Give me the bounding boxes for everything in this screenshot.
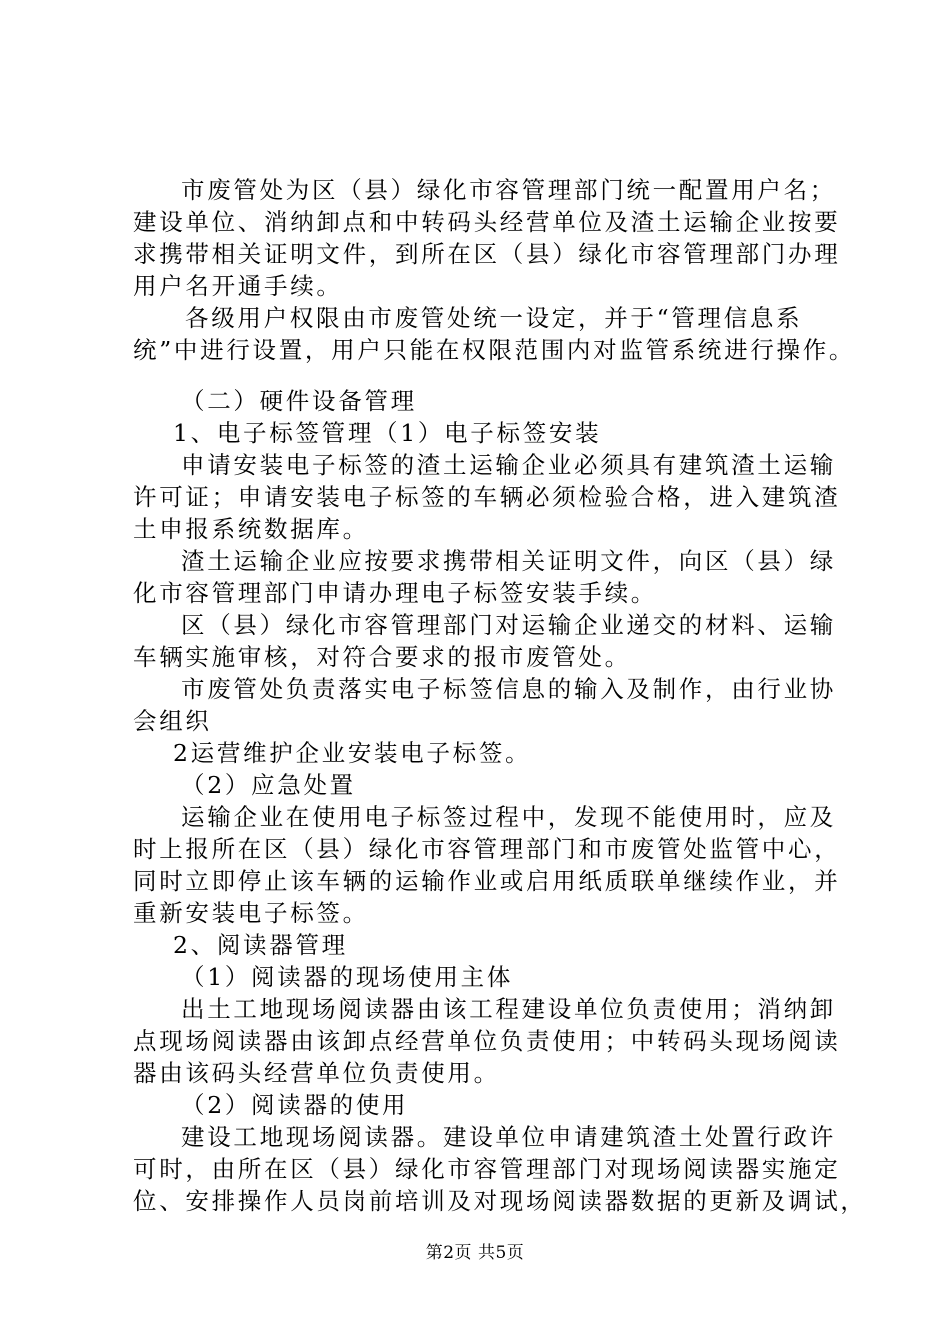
document-body (133, 174, 867, 1217)
text-line: 土申报系统数据库。 (133, 515, 369, 543)
subsection-heading: （1）阅读器的现场使用主体 (181, 963, 514, 991)
text-line: 许可证；申请安装电子标签的车辆必须检验合格，进入建筑渣 (133, 483, 841, 511)
subsection-heading: 2、阅读器管理 (173, 931, 348, 959)
page-number-footer: 第2页 共5页 (425, 1243, 525, 1263)
text-line: 车辆实施审核，对符合要求的报市废管处。 (133, 643, 631, 671)
text-line: 化市容管理部门申请办理电子标签安装手续。 (133, 579, 657, 607)
text-line: 2运营维护企业安装电子标签。 (173, 739, 532, 767)
section-heading: （二）硬件设备管理 (181, 387, 417, 415)
text-line: 位、安排操作人员岗前培训及对现场阅读器数据的更新及调试， (133, 1187, 867, 1215)
text-line: 运输企业在使用电子标签过程中，发现不能使用时，应及 (181, 803, 836, 831)
text-line: 求携带相关证明文件，到所在区（县）绿化市容管理部门办理 (133, 240, 841, 268)
subsection-heading: （2）阅读器的使用 (181, 1091, 409, 1119)
text-line: 点现场阅读器由该卸点经营单位负责使用；中转码头现场阅读 (133, 1027, 841, 1055)
text-line: 统”中进行设置，用户只能在权限范围内对监管系统进行操作。 (133, 336, 856, 364)
text-line: 可时，由所在区（县）绿化市容管理部门对现场阅读器实施定 (133, 1155, 841, 1183)
text-line: 申请安装电子标签的渣土运输企业必须具有建筑渣土运输 (181, 451, 836, 479)
text-line: 重新安装电子标签。 (133, 899, 369, 927)
text-line: 同时立即停止该车辆的运输作业或启用纸质联单继续作业，并 (133, 867, 841, 895)
text-line: 市废管处为区（县）绿化市容管理部门统一配置用户名； (181, 176, 836, 204)
text-line: 用户名开通手续。 (133, 272, 343, 300)
text-line: 市废管处负责落实电子标签信息的输入及制作，由行业协 (181, 675, 836, 703)
text-line: 时上报所在区（县）绿化市容管理部门和市废管处监管中心， (133, 835, 841, 863)
text-line: 会组织 (133, 707, 212, 735)
text-line: 各级用户权限由市废管处统一设定，并于“管理信息系 (185, 304, 803, 332)
text-line: 建设单位、消纳卸点和中转码头经营单位及渣土运输企业按要 (133, 208, 841, 236)
text-line: 区（县）绿化市容管理部门对运输企业递交的材料、运输 (181, 611, 836, 639)
subsection-heading: 1、电子标签管理（1）电子标签安装 (173, 419, 602, 447)
text-line: 器由该码头经营单位负责使用。 (133, 1059, 500, 1087)
text-line: 渣土运输企业应按要求携带相关证明文件，向区（县）绿 (181, 547, 836, 575)
text-line: 建设工地现场阅读器。建设单位申请建筑渣土处置行政许 (181, 1123, 836, 1151)
subsection-heading: （2）应急处置 (181, 771, 356, 799)
text-line: 出土工地现场阅读器由该工程建设单位负责使用；消纳卸 (181, 995, 836, 1023)
